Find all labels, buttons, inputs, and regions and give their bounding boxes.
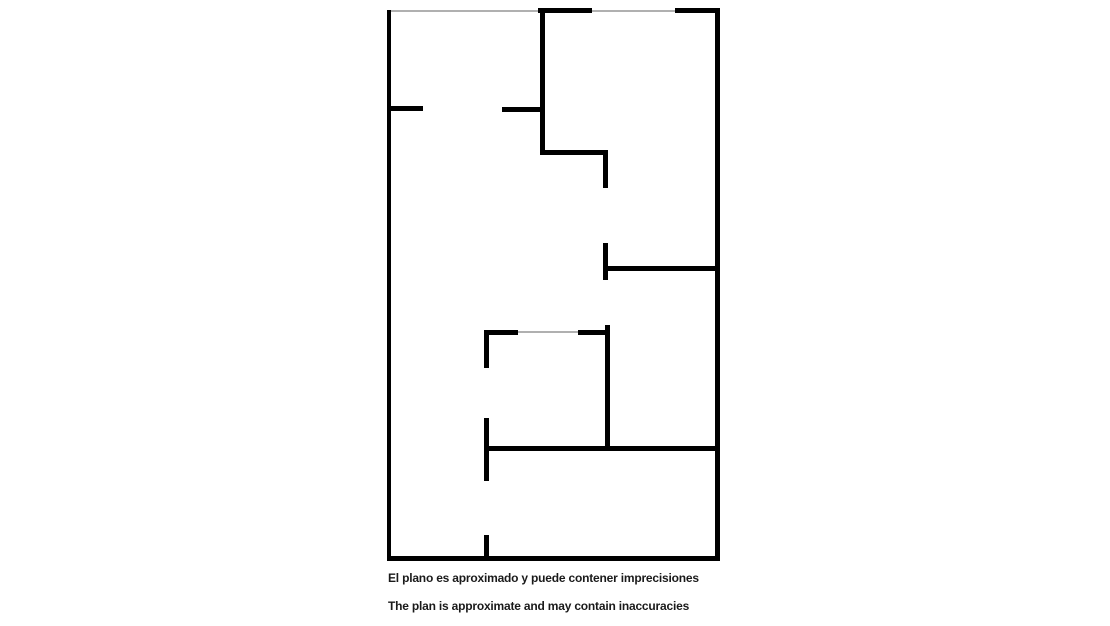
room-right-top-wall-segment <box>605 266 718 271</box>
mid-wall-horizontal-segment <box>540 150 608 155</box>
outer-wall-bottom-segment <box>387 556 720 561</box>
outer-wall-right-segment <box>715 8 720 561</box>
door-jamb-lower-right-segment <box>603 243 608 280</box>
outer-wall-left-segment <box>387 10 391 561</box>
top-window-left <box>391 10 538 12</box>
door-jamb-hall-segment <box>502 107 543 112</box>
room-center-top-right-segment <box>578 330 610 335</box>
room-center-top-left-segment <box>484 330 518 335</box>
door-jamb-left-wall-segment <box>387 106 423 111</box>
room-center-right-wall-segment <box>605 325 610 448</box>
room-bottom-top-wall-segment <box>484 446 718 451</box>
top-window-right <box>592 10 675 12</box>
disclaimer-text-spanish: El plano es aproximado y puede contener imprecisiones <box>388 571 699 585</box>
bottom-wall-stub-segment <box>484 535 489 558</box>
room-center-top-window <box>518 331 578 333</box>
disclaimer-text-english: The plan is approximate and may contain inaccuracies <box>388 599 690 613</box>
top-wall-center-segment <box>538 8 592 13</box>
door-jamb-upper-right-segment <box>603 150 608 188</box>
top-wall-right-segment <box>675 8 720 13</box>
entry-wall-vertical-segment <box>540 10 545 155</box>
door-jamb-center-upper-segment <box>484 330 489 368</box>
